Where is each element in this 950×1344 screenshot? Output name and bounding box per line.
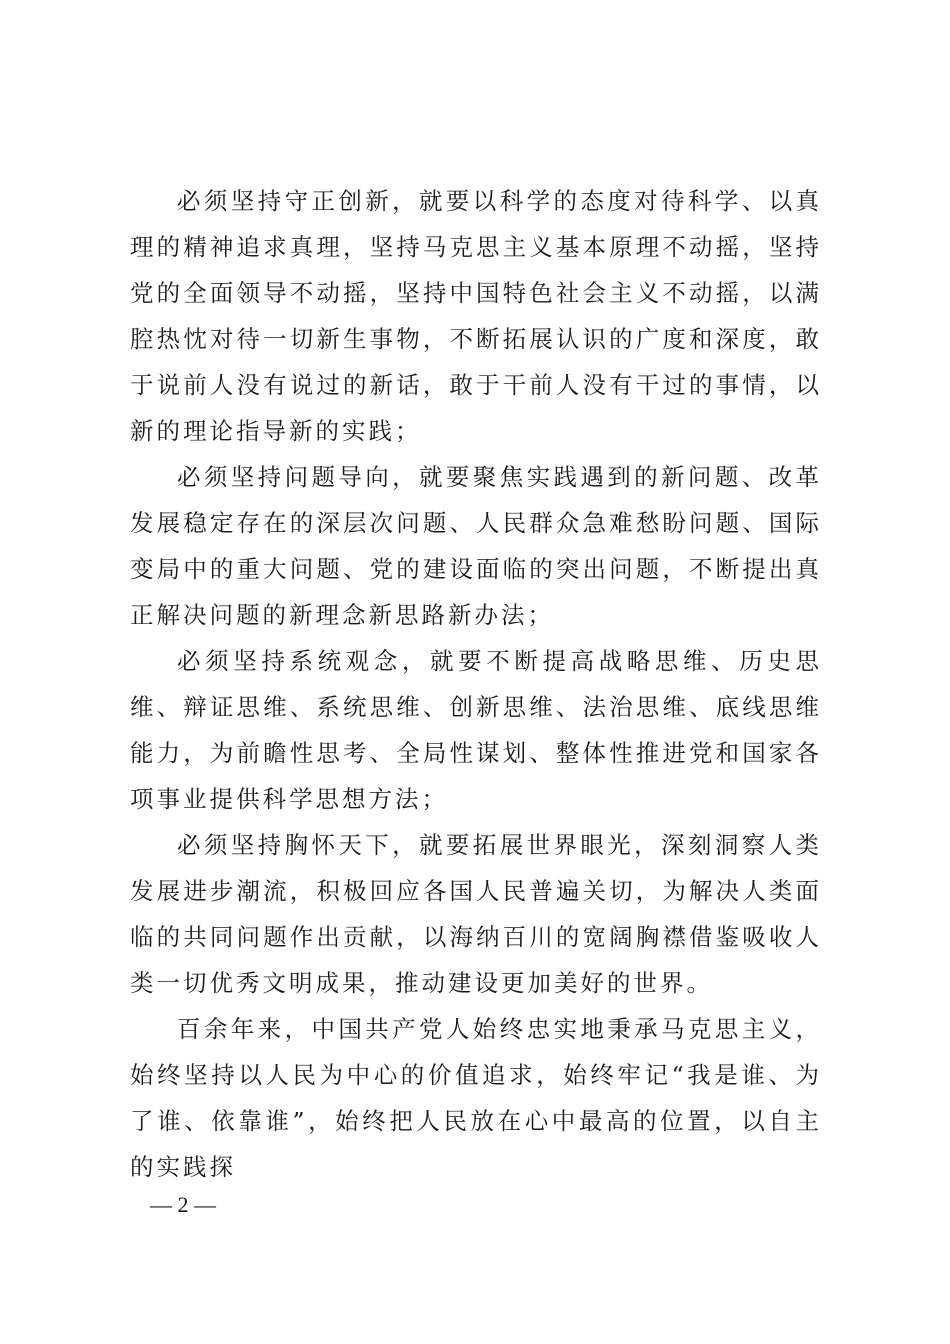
paragraph-problem-orientation: 必须坚持问题导向，就要聚焦实践遇到的新问题、改革发展稳定存在的深层次问题、人民群众急难愁盼问题、国际变局中的重大问题、党的建设面临的突出问题，不断提出真正解决问题的新理念新思路新办法； <box>130 463 822 629</box>
paragraph-systems-thinking: 必须坚持系统观念，就要不断提高战略思维、历史思维、辩证思维、系统思维、创新思维、法治思维、底线思维能力，为前瞻性思考、全局性谋划、整体性推进党和国家各项事业提供科学思想方法； <box>130 647 822 813</box>
paragraph-century-history: 百余年来，中国共产党人始终忠实地秉承马克思主义，始终坚持以人民为中心的价值追求，始终牢记“我是谁、为了谁、依靠谁”，始终把人民放在心中最高的位置，以自主的实践探 <box>130 1015 822 1181</box>
page-number: — 2 — <box>150 1192 216 1217</box>
paragraph-upholding-integrity-innovation: 必须坚持守正创新，就要以科学的态度对待科学、以真理的精神追求真理，坚持马克思主义基本原理不动摇，坚持党的全面领导不动摇，坚持中国特色社会主义不动摇，以满腔热忱对待一切新生事物，不断拓展认识的广度和深度，敢于说前人没有说过的新话，敢于干前人没有干过的事情，以新的理论指导新的实践； <box>130 187 822 445</box>
document-body <box>130 178 822 1190</box>
paragraph-global-vision: 必须坚持胸怀天下，就要拓展世界眼光，深刻洞察人类发展进步潮流，积极回应各国人民普遍关切，为解决人类面临的共同问题作出贡献，以海纳百川的宽阔胸襟借鉴吸收人类一切优秀文明成果，推动建设更加美好的世界。 <box>130 831 822 997</box>
